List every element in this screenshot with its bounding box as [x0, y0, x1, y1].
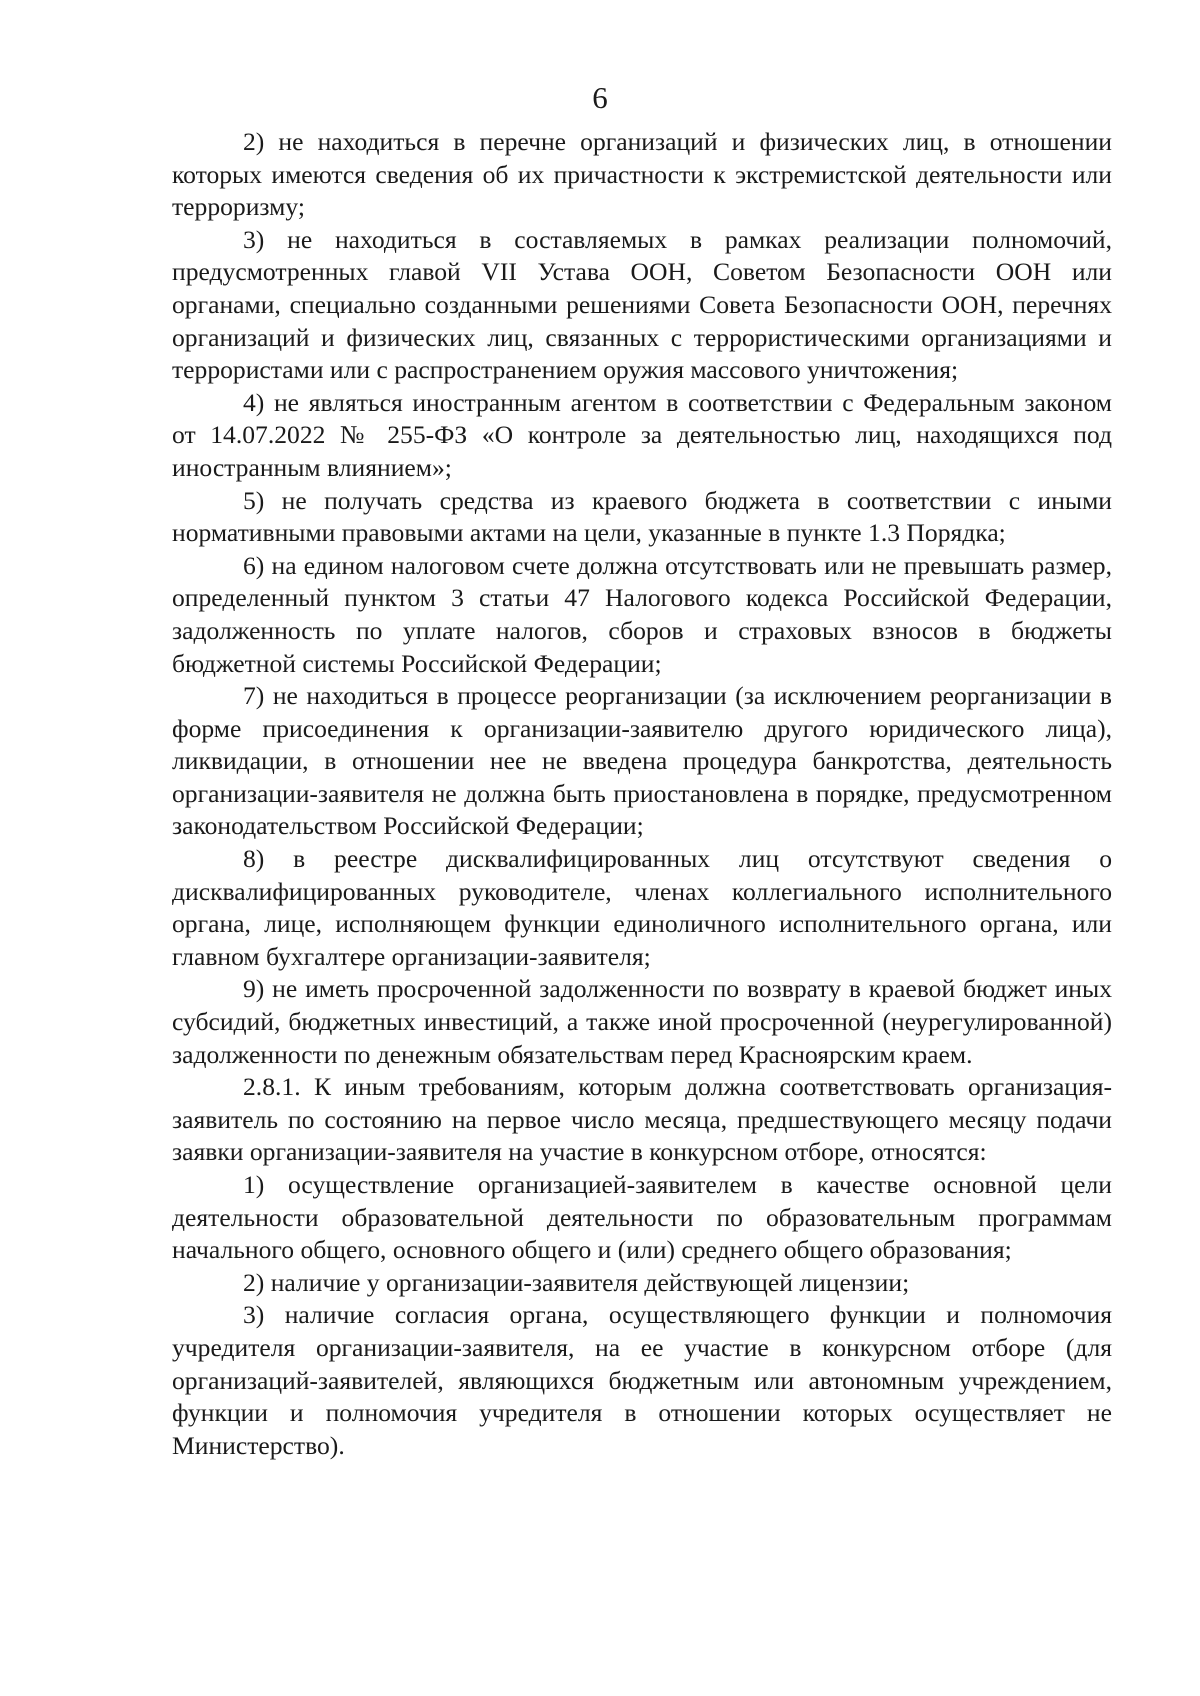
paragraph-item-3: 3) не находиться в составляемых в рамках реализации полномочий, предусмотренных главой VII Устава ООН, Советом Безопасности ООН или органами, специально созданными решениями Совета Безопасности ООН, перечнях организаций и физических лиц, связанных с террористическими организациями и террористами или с распространением оружия массового уничтожения;	[172, 224, 1112, 385]
paragraph-section-2-8-1: 2.8.1. К иным требованиям, которым должна соответствовать организация-заявитель по состоянию на первое число месяца, предшествующего месяцу подачи заявки организации-заявителя на участие в конкурсном отборе, относятся:	[172, 1072, 1112, 1167]
paragraph-item-7: 7) не находиться в процессе реорганизации (за исключением реорганизации в форме присоединения к организации-заявителю другого юридического лица), ликвидации, в отношении нее не введена процедура банкротства, деятельность организации-заявителя не должна быть приостановлена в порядке, предусмотренном законодательством Российской Федерации;	[172, 681, 1112, 841]
paragraph-item-8: 8) в реестре дисквалифицированных лиц отсутствуют сведения о дисквалифицированных руководителе, членах коллегиального исполнительного органа, лице, исполняющем функции единоличного исполнительного органа, или главном бухгалтере организации-заявителя;	[172, 844, 1112, 971]
paragraph-item-6: 6) на едином налоговом счете должна отсутствовать или не превышать размер, определенный пунктом 3 статьи 47 Налогового кодекса Российской Федерации, задолженность по уплате налогов, сборов и страховых взносов в бюджеты бюджетной системы Российской Федерации;	[172, 550, 1112, 678]
paragraph-subitem-2: 2) наличие у организации-заявителя действующей лицензии;	[243, 1267, 910, 1297]
paragraph-item-2: 2) не находиться в перечне организаций и физических лиц, в отношении которых имеются сведения об их причастности к экстремистской деятельности или терроризму;	[172, 127, 1112, 222]
paragraph-item-9: 9) не иметь просроченной задолженности по возврату в краевой бюджет иных субсидий, бюджетных инвестиций, а также иной просроченной (неурегулированной) задолженности по денежным обязательствам перед Красноярским краем.	[172, 974, 1112, 1069]
page-number: 6	[592, 80, 608, 115]
paragraph-item-5: 5) не получать средства из краевого бюджета в соответствии с иными нормативными правовыми актами на цели, указанные в пункте 1.3 Порядка;	[172, 485, 1112, 548]
paragraph-subitem-3: 3) наличие согласия органа, осуществляющего функции и полномочия учредителя организации-заявителя, на ее участие в конкурсном отборе (для организаций-заявителей, являющихся бюджетным или автономным учреждением, функции и полномочия учредителя в отношении которых осуществляет не Министерство).	[172, 1300, 1112, 1460]
paragraph-subitem-1: 1) осуществление организацией-заявителем в качестве основной цели деятельности образовательной деятельности по образовательным программам начального общего, основного общего и (или) среднего общего образования;	[172, 1170, 1112, 1265]
document-body	[172, 126, 1112, 1462]
paragraph-item-4: 4) не являться иностранным агентом в соответствии с Федеральным законом от 14.07.2022 № 255-ФЗ «О контроле за деятельностью лиц, находящихся под иностранным влиянием»;	[172, 387, 1112, 482]
